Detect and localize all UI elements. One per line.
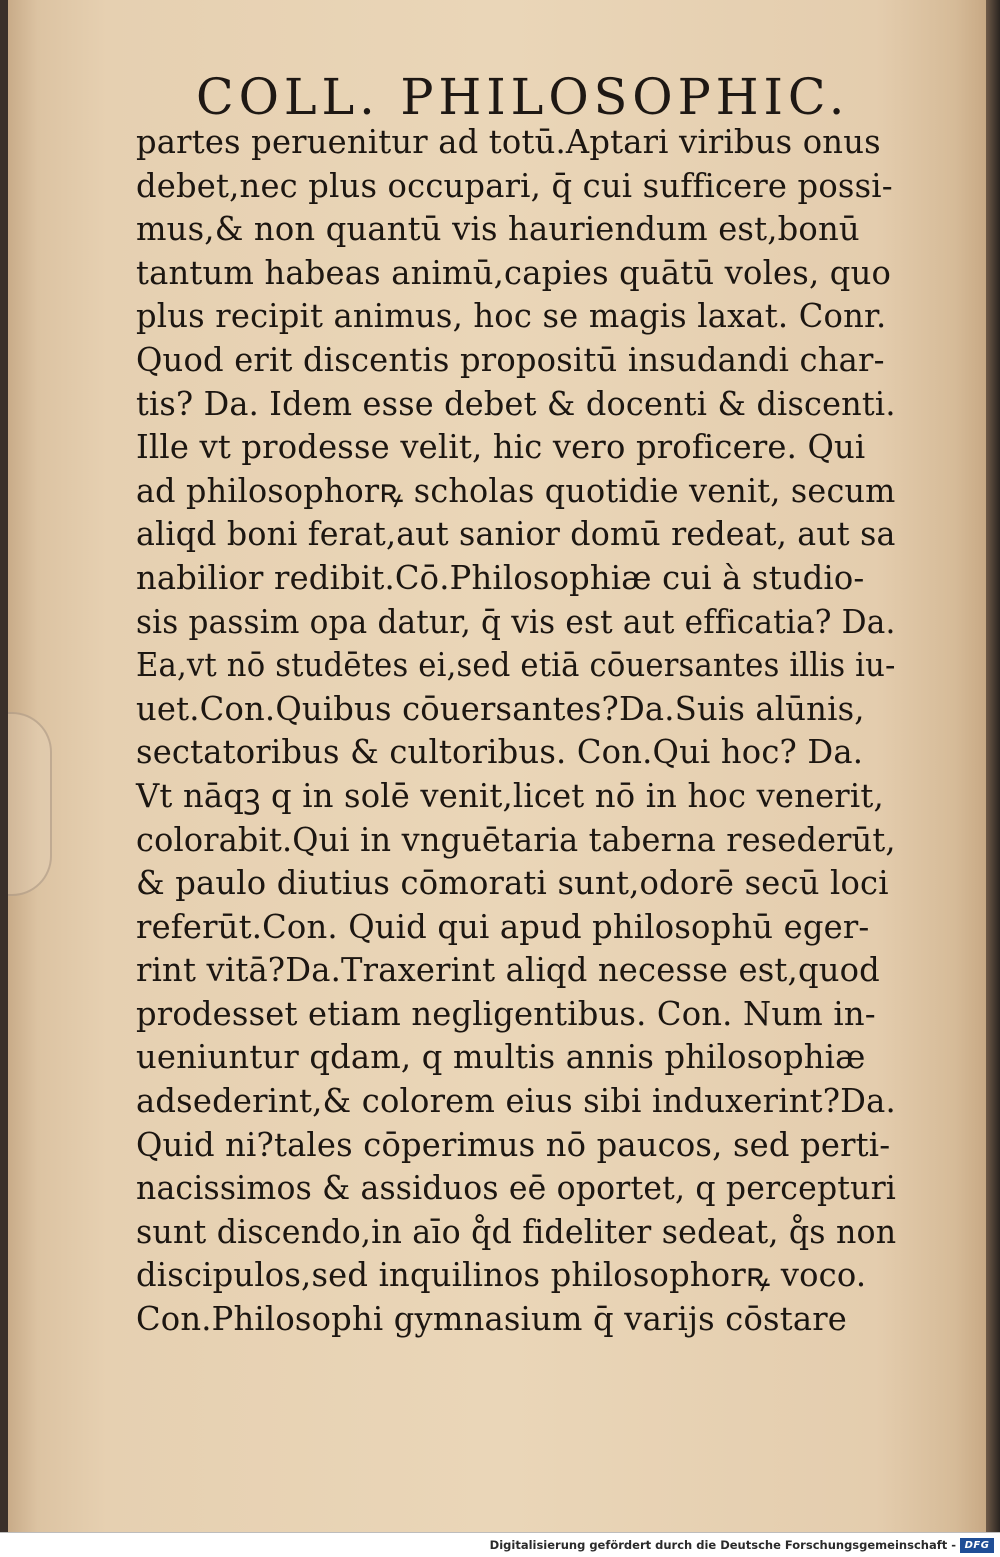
text-line: nacissimos & assiduos eē oportet, q percepturi [136, 1168, 897, 1208]
text-line: prodesset etiam negligentibus. Con. Num in- [136, 993, 876, 1033]
text-line: partes peruenitur ad totū.Aptari viribus onus [136, 122, 881, 161]
text-line: & paulo diutius cōmorati sunt,odorē secū loci [136, 863, 889, 903]
text-line: tis? Da. Idem esse debet & docenti & discenti. [136, 383, 896, 423]
funding-credit: Digitalisierung gefördert durch die Deutsche Forschungsgemeinschaft - [489, 1538, 956, 1552]
text-line: Ille vt prodesse velit, hic vero proficere. Qui [136, 427, 866, 467]
book-page [8, 0, 995, 1532]
text-line: uet.Con.Quibus cōuersantes?Da.Suis alūnis, [136, 688, 865, 728]
body-text [136, 120, 916, 1341]
text-line: Quid ni?tales cōperimus nō paucos, sed perti- [136, 1124, 891, 1164]
text-line: debet,nec plus occupari, q̄ cui sufficere possi- [136, 165, 893, 205]
text-line: nabilior redibit.Cō.Philosophiæ cui à studio- [136, 557, 865, 597]
text-line: sunt discendo,in aīo q̊d fideliter sedeat, q̊s non [136, 1211, 897, 1251]
footer-bar [0, 1532, 1000, 1557]
text-line: ueniuntur qdam, q multis annis philosophiæ [136, 1037, 866, 1077]
text-line: Vt nāqꝫ q in solē venit,licet nō in hoc venerit, [136, 775, 884, 815]
text-line: sis passim opa datur, q̄ vis est aut efficatia? Da. [136, 601, 896, 641]
text-line: rint vitā?Da.Traxerint aliqd necesse est,quod [136, 950, 880, 990]
text-line: Quod erit discentis propositū insudandi char- [136, 339, 885, 379]
running-head: COLL. PHILOSOPHIC. [196, 68, 850, 126]
text-line: aliqd boni ferat,aut sanior domū redeat, aut sa [136, 514, 896, 554]
text-line: colorabit.Qui in vnguētaria taberna resederūt, [136, 819, 896, 859]
text-line: sectatoribus & cultoribus. Con.Qui hoc? Da. [136, 732, 864, 772]
dfg-logo: DFG [960, 1538, 994, 1553]
text-line: adsederint,& colorem eius sibi induxerint?Da. [136, 1081, 896, 1121]
text-line: tantum habeas animū,capies quātū voles, quo [136, 252, 892, 292]
page-clip-mark [8, 712, 52, 896]
text-line: Ea,vt nō studētes ei,sed etiā cōuersantes illis iu- [136, 645, 896, 685]
text-line: mus,& non quantū vis hauriendum est,bonū [136, 209, 860, 249]
text-line: referūt.Con. Quid qui apud philosophū eger- [136, 906, 870, 946]
text-line: Con.Philosophi gymnasium q̄ varijs cōstare [136, 1299, 848, 1339]
page-edge-shadow [986, 0, 1000, 1532]
text-line: ad philosophorꝶ scholas quotidie venit, secum [136, 470, 896, 510]
text-line: plus recipit animus, hoc se magis laxat. Conr. [136, 296, 887, 336]
text-line: discipulos,sed inquilinos philosophorꝶ voco. [136, 1255, 867, 1295]
